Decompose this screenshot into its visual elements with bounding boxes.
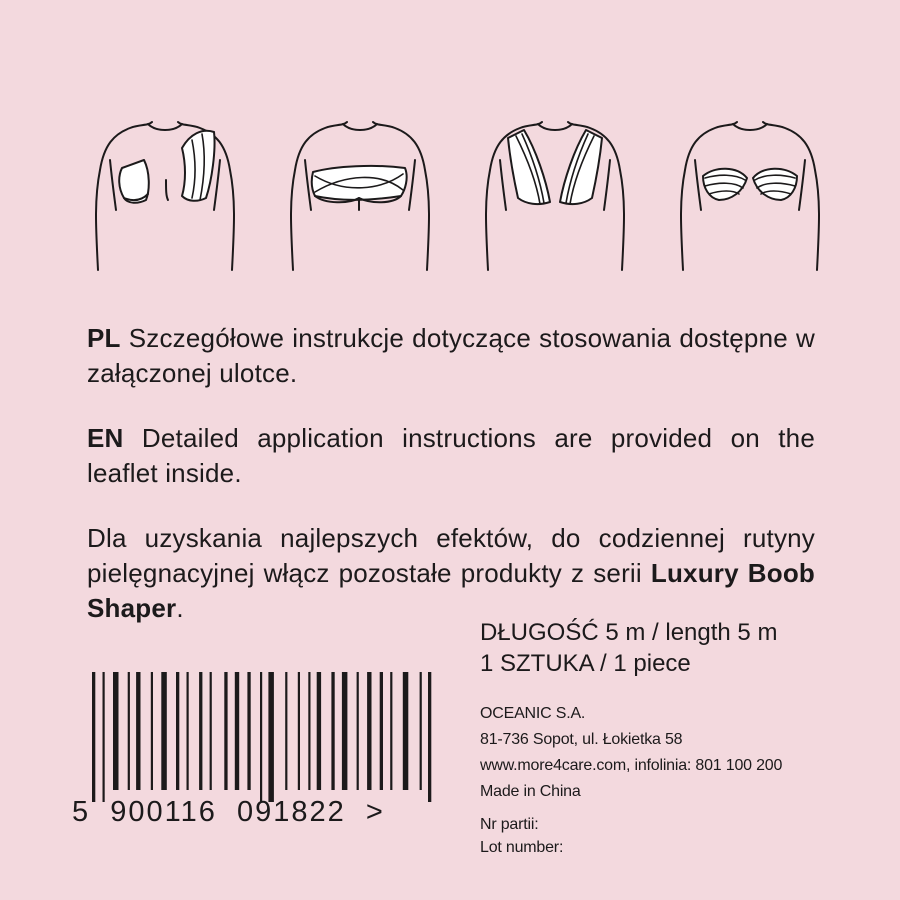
barcode-bar [380, 672, 383, 790]
barcode-bar [357, 672, 359, 790]
barcode-bar [428, 672, 431, 802]
barcode-bar [285, 672, 287, 790]
barcode-bar [342, 672, 348, 790]
barcode-bar [331, 672, 334, 790]
barcode-bar [260, 672, 262, 802]
company-info [480, 701, 782, 805]
batch-number-label: Nr partii: [480, 816, 539, 833]
company-name: OCEANIC S.A. [480, 705, 586, 722]
barcode-bar [420, 672, 422, 790]
barcode-bar [367, 672, 371, 790]
pl-text: Szczegółowe instrukcje dotyczące stosowania dostępne w załączonej ulotce. [87, 323, 815, 388]
spec-quantity: 1 SZTUKA / 1 piece [480, 650, 691, 677]
english-instructions [87, 421, 815, 491]
barcode-bar [390, 672, 392, 790]
en-lang-code: EN [87, 423, 124, 453]
barcode-bar [176, 672, 179, 790]
barcode-bar [161, 672, 167, 790]
barcode-bars [92, 672, 432, 802]
tape-application-step-2-icon [285, 110, 435, 275]
tape-application-step-1-icon [90, 110, 240, 275]
barcode-bar [113, 672, 119, 790]
series-note [87, 521, 815, 626]
barcode-bar [103, 672, 105, 802]
series-product-name: Luxury Boob Shaper [87, 558, 815, 623]
barcode-bar [235, 672, 239, 790]
barcode-bar [224, 672, 227, 790]
barcode [92, 672, 432, 812]
barcode-bar [136, 672, 140, 790]
series-note-text: Dla uzyskania najlepszych efektów, do codziennej rutyny pielęgnacyjnej włącz pozostałe produkty z serii [87, 523, 815, 588]
barcode-bar [187, 672, 189, 790]
lot-number-label: Lot number: [480, 839, 564, 856]
barcode-bar [199, 672, 202, 790]
lot-info [480, 813, 563, 859]
country-of-origin: Made in China [480, 783, 581, 800]
polish-instructions [87, 321, 815, 391]
en-text: Detailed application instructions are provided on the leaflet inside. [87, 423, 815, 488]
barcode-bar [92, 672, 95, 802]
tape-application-step-3-icon [480, 110, 630, 275]
series-note-end: . [176, 593, 184, 623]
barcode-bar [128, 672, 130, 790]
barcode-bar [151, 672, 153, 790]
barcode-bar [247, 672, 250, 790]
barcode-number: 5 900116 091822 > [72, 796, 385, 828]
barcode-bar [268, 672, 274, 802]
pl-lang-code: PL [87, 323, 121, 353]
barcode-bar [317, 672, 321, 790]
barcode-bar [308, 672, 310, 790]
barcode-bar [210, 672, 212, 790]
application-illustrations [90, 110, 830, 275]
company-contact: www.more4care.com, infolinia: 801 100 200 [480, 757, 783, 774]
spec-length: DŁUGOŚĆ 5 m / length 5 m [480, 619, 778, 646]
tape-application-step-4-icon [675, 110, 825, 275]
barcode-bar [298, 672, 300, 790]
product-specs [480, 617, 777, 679]
barcode-bar [403, 672, 409, 790]
company-address: 81-736 Sopot, ul. Łokietka 58 [480, 731, 683, 748]
